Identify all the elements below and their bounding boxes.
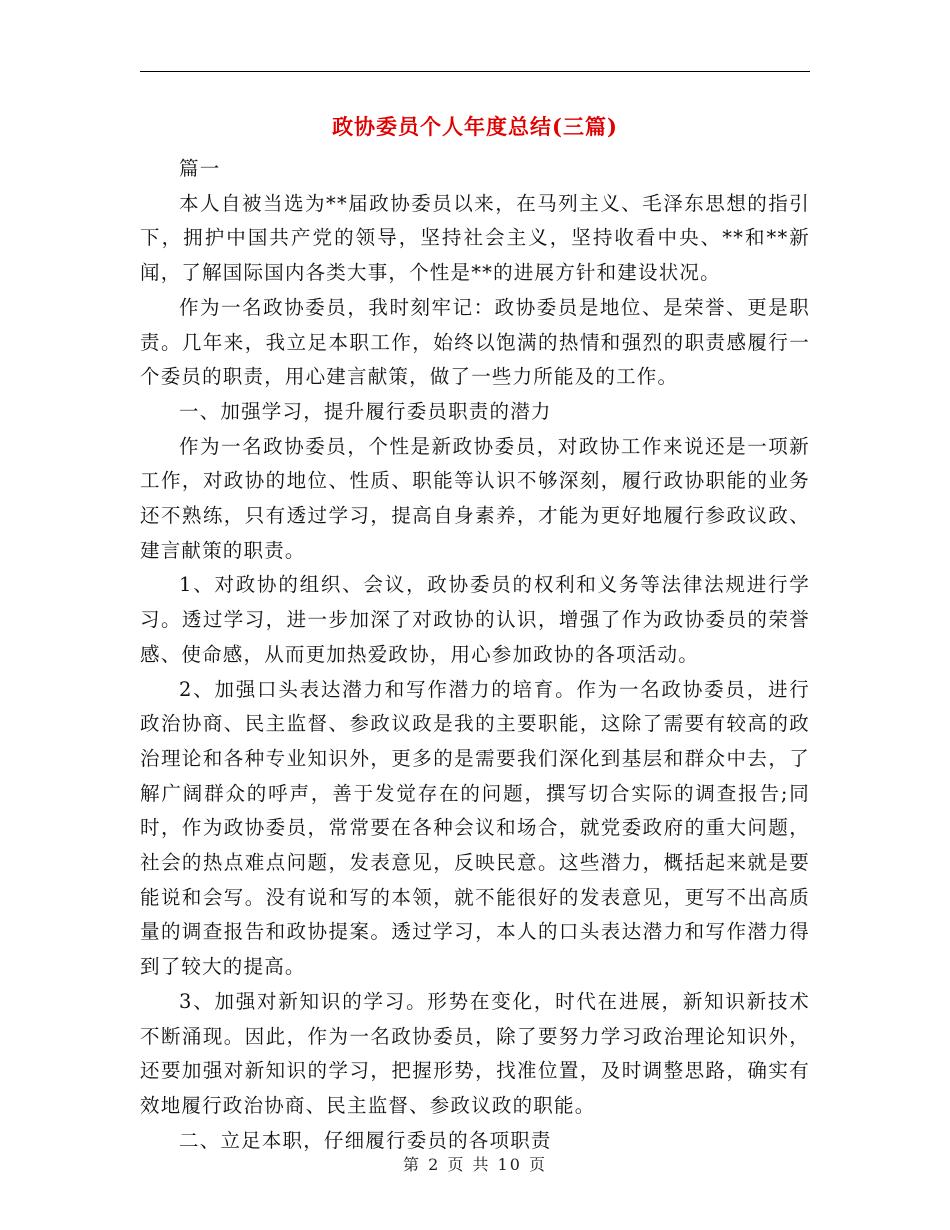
section-heading: 二、立足本职，仔细履行委员的各项职责 <box>179 1128 552 1152</box>
section-heading: 一、加强学习，提升履行委员职责的潜力 <box>179 399 552 423</box>
section-heading-part-one: 篇一 <box>179 157 221 180</box>
paragraph: 作为一名政协委员，我时刻牢记：政协委员是地位、是荣誉、更是职责。几年来，我立足本职工作，始终以饱满的热情和强烈的职责感履行一个委员的职责，用心建言献策，做了一些力所能及的工作。 <box>140 295 810 389</box>
document-body <box>140 152 810 1158</box>
page-footer: 第 2 页 共 10 页 <box>403 1155 547 1174</box>
paragraph: 2、加强口头表达潜力和写作潜力的培育。作为一名政协委员，进行政治协商、民主监督、参政议政是我的主要职能，这除了需要有较高的政治理论和各种专业知识外，更多的是需要我们深化到基层和群众中去，了解广阔群众的呼声，善于发觉存在的问题，撰写切合实际的调查报告;同时，作为政协委员，常常要在各种会议和场合，就党委政府的重大问题，社会的热点难点问题，发表意见，反映民意。这些潜力，概括起来就是要能说和会写。没有说和写的本领，就不能很好的发表意见，更写不出高质量的调查报告和政协提案。透过学习，本人的口头表达潜力和写作潜力得到了较大的提高。 <box>140 677 810 979</box>
document-title: 政协委员个人年度总结(三篇) <box>332 114 618 139</box>
paragraph: 本人自被当选为**届政协委员以来，在马列主义、毛泽东思想的指引下，拥护中国共产党的领导，坚持社会主义，坚持收看中央、**和**新闻，了解国际国内各类大事，个性是**的进展方针和建设状况。 <box>140 191 810 285</box>
paragraph: 1、对政协的组织、会议，政协委员的权利和义务等法律法规进行学习。透过学习，进一步加深了对政协的认识，增强了作为政协委员的荣誉感、使命感，从而更加热爱政协，用心参加政协的各项活动。 <box>140 573 810 666</box>
header-rule <box>140 71 810 72</box>
paragraph: 3、加强对新知识的学习。形势在变化，时代在进展，新知识新技术不断涌现。因此，作为一名政协委员，除了要努力学习政治理论知识外，还要加强对新知识的学习，把握形势，找准位置，及时调整思路，确实有效地履行政治协商、民主监督、参政议政的职能。 <box>140 989 810 1117</box>
paragraph: 作为一名政协委员，个性是新政协委员，对政协工作来说还是一项新工作，对政协的地位、性质、职能等认识不够深刻，履行政协职能的业务还不熟练，只有透过学习，提高自身素养，才能为更好地履行参政议政、建言献策的职责。 <box>140 434 810 562</box>
